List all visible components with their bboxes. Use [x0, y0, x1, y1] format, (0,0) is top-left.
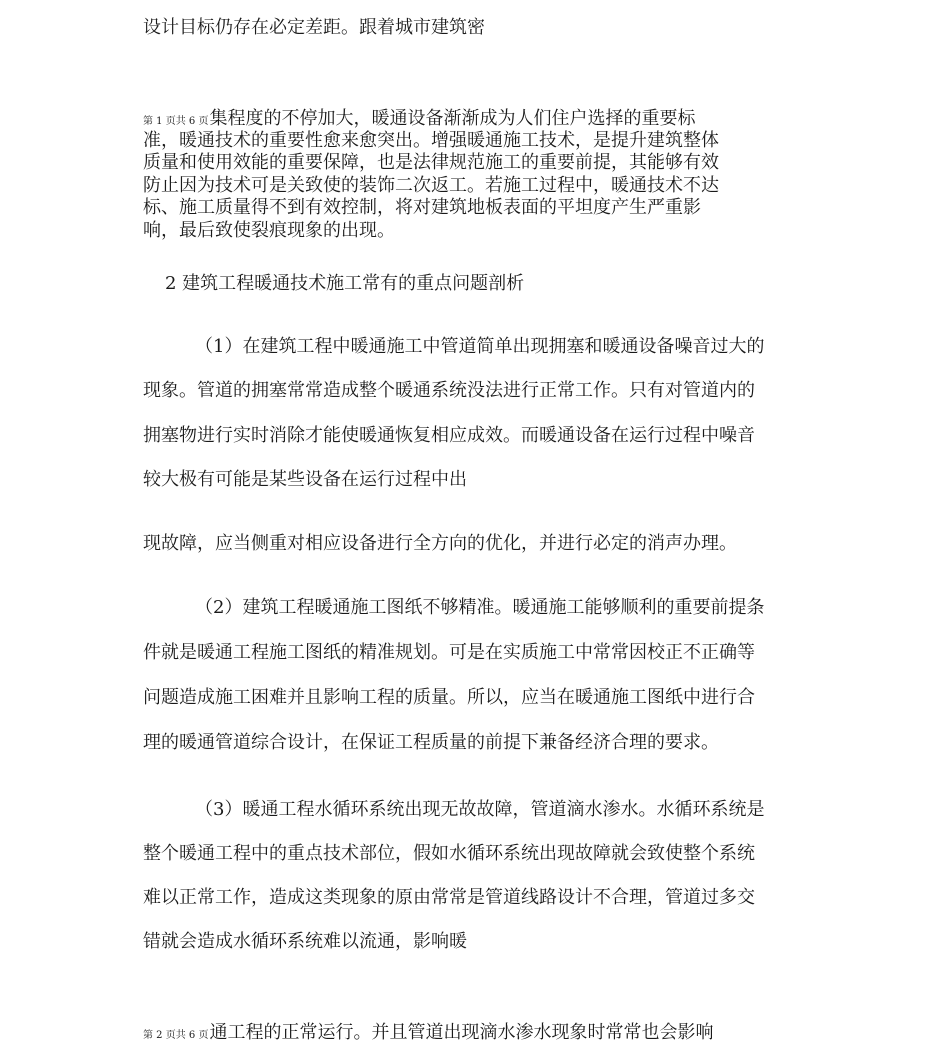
- heading-text: 2 建筑工程暖通技术施工常有的重点问题剖析: [165, 273, 525, 294]
- line-text: 较大极有可能是某些设备在运行过程中出: [143, 469, 467, 490]
- text-line: [143, 197, 701, 220]
- text-line: [195, 799, 764, 821]
- text-line: [195, 597, 764, 619]
- text-line: [143, 130, 719, 153]
- line-text: 拥塞物进行实时消除才能使暖通恢复相应成效。而暖通设备在运行过程中噪音: [143, 425, 755, 446]
- text-line: [143, 687, 755, 709]
- text-line: [143, 380, 755, 402]
- text-line: [143, 220, 395, 243]
- text-line: [143, 17, 485, 39]
- line-text: （2）建筑工程暖通施工图纸不够精准。暖通施工能够顺利的重要前提条: [195, 597, 765, 618]
- line-text: （3）暖通工程水循环系统出现无故故障，管道滴水渗水。水循环系统是: [195, 799, 765, 820]
- line-text: 整个暖通工程中的重点技术部位，假如水循环系统出现故障就会致使整个系统: [143, 843, 755, 864]
- text-line: [143, 1022, 713, 1047]
- line-text: （1）在建筑工程中暖通施工中管道简单出现拥塞和暖通设备噪音过大的: [195, 336, 765, 357]
- text-line: [143, 887, 755, 909]
- line-text: 准，暖通技术的重要性愈来愈突出。增强暖通施工技术，是提升建筑整体: [143, 130, 719, 151]
- section-heading: [165, 273, 524, 295]
- line-text: 理的暖通管道综合设计，在保证工程质量的前提下兼备经济合理的要求。: [143, 732, 719, 753]
- page-marker: 第 1 页共 6 页: [143, 116, 209, 127]
- text-line: [143, 425, 755, 447]
- line-text: 现象。管道的拥塞常常造成整个暖通系统没法进行正常工作。只有对管道内的: [143, 380, 755, 401]
- text-line: [143, 175, 719, 198]
- line-text: 错就会造成水循环系统难以流通，影响暖: [143, 931, 467, 952]
- line-text: 难以正常工作，造成这类现象的原由常常是管道线路设计不合理，管道过多交: [143, 887, 755, 908]
- line-text: 问题造成施工困难并且影响工程的质量。所以，应当在暖通施工图纸中进行合: [143, 687, 755, 708]
- line-text: 件就是暖通工程施工图纸的精准规划。可是在实质施工中常常因校正不正确等: [143, 642, 755, 663]
- text-line: [143, 533, 737, 555]
- line-text: 现故障，应当侧重对相应设备进行全方向的优化，并进行必定的消声办理。: [143, 533, 737, 554]
- text-line: [143, 732, 719, 754]
- line-text: 响，最后致使裂痕现象的出现。: [143, 220, 395, 241]
- page-marker: 第 2 页共 6 页: [143, 1030, 209, 1041]
- line-text: 标、施工质量得不到有效控制，将对建筑地板表面的平坦度产生严重影: [143, 197, 701, 218]
- text-line: [143, 642, 755, 664]
- line-text: 质量和使用效能的重要保障，也是法律规范施工的重要前提，其能够有效: [143, 152, 719, 173]
- text-line: [143, 152, 719, 175]
- text-line: [195, 336, 764, 358]
- line-text: 防止因为技术可是关致使的装饰二次返工。若施工过程中，暖通技术不达: [143, 175, 719, 196]
- line-text: 设计目标仍存在必定差距。跟着城市建筑密: [143, 17, 485, 38]
- text-line: [143, 469, 467, 491]
- text-line: [143, 931, 467, 953]
- text-line: [143, 843, 755, 865]
- line-text: 通工程的正常运行。并且管道出现滴水渗水现象时常常也会影响: [209, 1022, 714, 1043]
- line-text: 集程度的不停加大，暖通设备渐渐成为人们住户选择的重要标: [209, 108, 696, 129]
